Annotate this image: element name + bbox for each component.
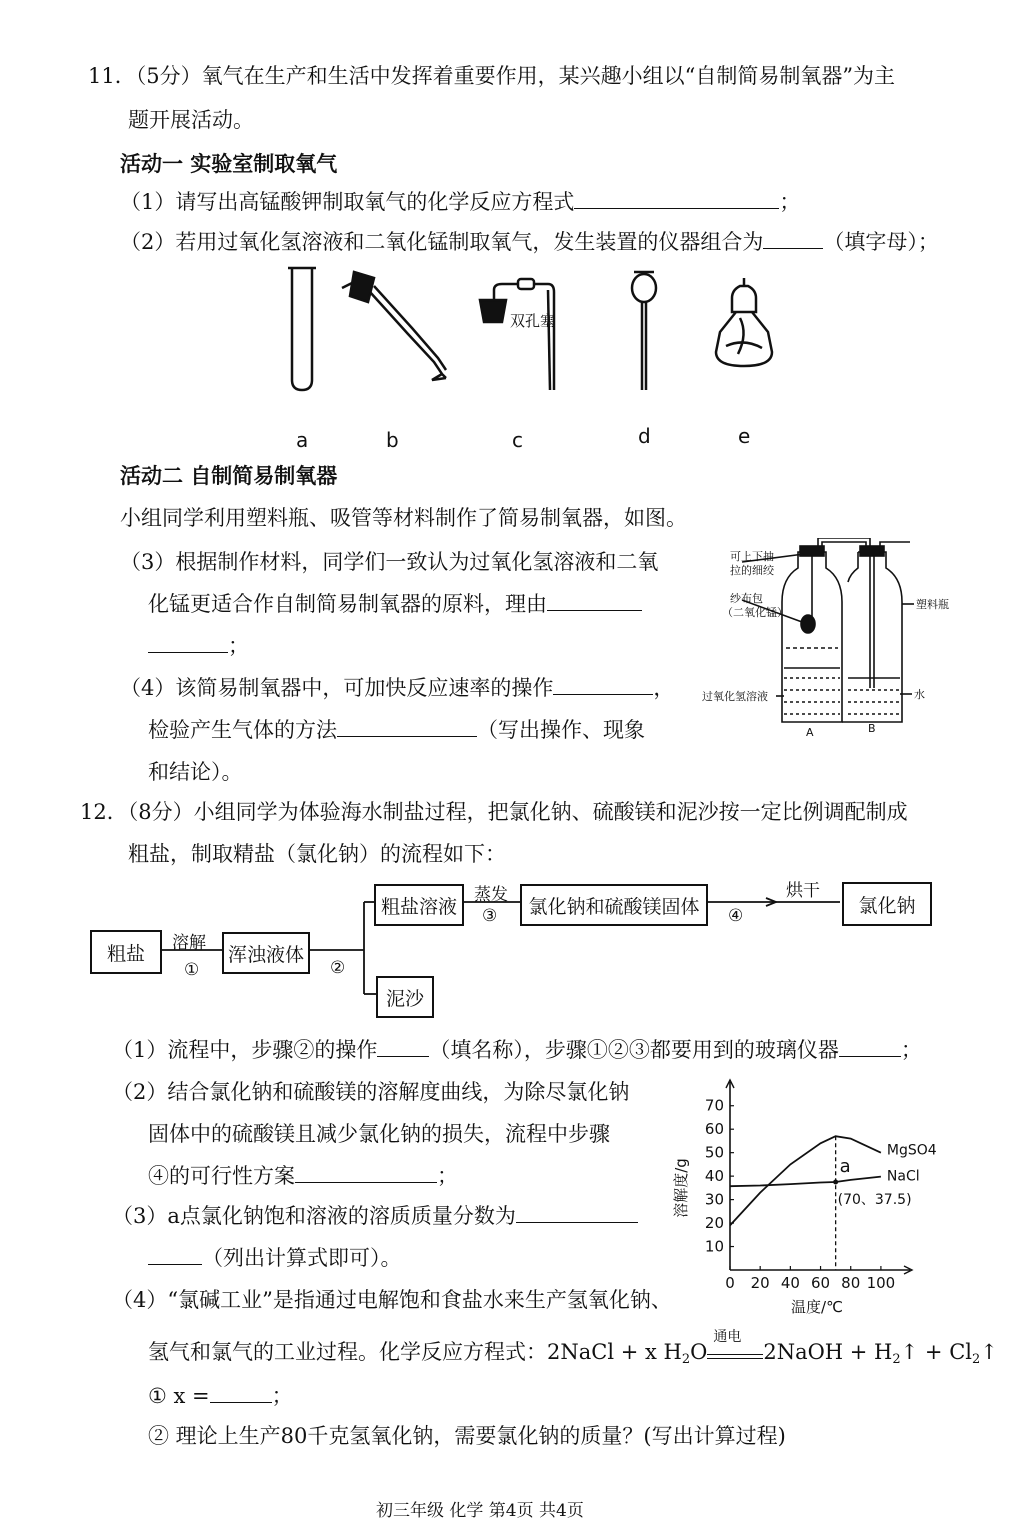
q12-part3-blank1[interactable]	[516, 1204, 638, 1223]
q12-part1-blank2[interactable]	[839, 1038, 901, 1057]
y-tick-label: 40	[704, 1167, 724, 1186]
apparatus-figure	[270, 262, 790, 412]
device-label-rope1: 可上下抽	[730, 550, 774, 563]
equation-rhs2-sub: 2	[971, 1352, 981, 1367]
test-tube-icon	[288, 268, 316, 390]
flow-box-sand: 泥沙	[376, 976, 434, 1018]
q11-part3-line1: （3）根据制作材料，同学们一致认为过氧化氢溶液和二氧	[120, 550, 659, 574]
series-line-nacl	[730, 1177, 881, 1187]
q11-part2-blank[interactable]	[763, 230, 823, 249]
equation-lhs: 2NaCl + x H	[547, 1340, 682, 1364]
q11-part1-text: （1）请写出高锰酸钾制取氧气的化学反应方程式	[120, 190, 575, 214]
equation-lhs-sub: 2	[681, 1352, 691, 1367]
q11-part4-end2: （写出操作、现象	[477, 718, 645, 742]
y-tick-label: 70	[704, 1096, 724, 1115]
q11-part4-line1	[120, 672, 674, 702]
q12-part4-sub1-text: ① x =	[148, 1384, 210, 1408]
x-tick-label: 0	[725, 1274, 735, 1292]
q11-part1	[120, 186, 800, 216]
q12-intro-line1: 12．（8分）小组同学为体验海水制盐过程，把氯化钠、硫酸镁和泥沙按一定比例调配制成	[80, 800, 908, 824]
apparatus-label-c: c	[512, 428, 523, 452]
equation	[547, 1329, 998, 1367]
y-tick-label: 10	[704, 1237, 724, 1256]
long-neck-funnel-icon	[632, 272, 656, 390]
q11-part2	[120, 226, 939, 256]
device-label-rope2: 拉的细绞	[730, 564, 774, 577]
flow-box-mixed-solid: 氯化钠和硫酸镁固体	[520, 884, 708, 926]
q12-part4-sub1-blank[interactable]	[210, 1384, 272, 1403]
two-hole-stopper-icon	[480, 279, 554, 390]
alcohol-lamp-icon	[716, 278, 772, 366]
q12-part2-line3	[148, 1160, 458, 1190]
device-label-water: 水	[914, 688, 925, 701]
q11-part4-line3: 和结论）。	[148, 760, 243, 784]
flow-label-dissolve: 溶解	[172, 933, 206, 953]
q11-intro-line1: 11．（5分）氧气在生产和生活中发挥着重要作用，某兴趣小组以“自制简易制氧器”为主	[88, 64, 896, 88]
device-label-b: B	[868, 722, 876, 735]
equation-lhs-o: O	[690, 1340, 708, 1364]
flow-box-turbid: 浑浊液体	[222, 932, 310, 974]
q12-part2-blank[interactable]	[295, 1164, 437, 1183]
flow-label-step3: ③	[482, 906, 498, 926]
q12-part4-line1: （4）“氯碱工业”是指通过电解饱和食盐水来生产氢氧化钠、	[112, 1288, 672, 1312]
flow-label-step4: ④	[728, 906, 744, 926]
solubility-chart	[660, 1070, 960, 1330]
apparatus-label-b: b	[386, 428, 399, 452]
point-a-label: a	[839, 1156, 851, 1177]
equation-rhs3: ↑	[980, 1340, 998, 1364]
q11-part4-blank1[interactable]	[553, 676, 653, 695]
x-tick-label: 20	[750, 1274, 770, 1292]
device-label-a: A	[806, 726, 814, 738]
y-axis-label: 溶解度/g	[672, 1158, 690, 1218]
stopper-tube-icon	[342, 272, 446, 380]
q12-part2-end: ；	[437, 1164, 458, 1188]
q12-part2-text3: ④的可行性方案	[148, 1164, 295, 1188]
flow-label-dry: 烘干	[786, 881, 820, 901]
x-tick-label: 40	[780, 1274, 800, 1292]
q12-part1	[112, 1034, 922, 1064]
q12-part4-text2: 氢气和氯气的工业过程。化学反应方程式：	[148, 1340, 547, 1364]
flow-label-step1: ①	[184, 960, 200, 980]
q11-part2-end: （填字母）；	[823, 230, 939, 254]
equation-arrow	[707, 1329, 763, 1359]
stopper-label: 双孔塞	[510, 312, 556, 330]
q11-part2-text: （2）若用过氧化氢溶液和二氧化锰制取氧气，发生装置的仪器组合为	[120, 230, 764, 254]
q11-part1-end: ；	[779, 190, 801, 214]
device-label-bottle: 塑料瓶	[916, 598, 949, 611]
q12-part3-line2	[148, 1242, 402, 1272]
q11-part4-end1: ，	[653, 676, 675, 700]
q11-part1-blank[interactable]	[574, 190, 779, 209]
q12-part4-line2	[148, 1329, 998, 1367]
device-label-bag1: 纱布包	[730, 592, 763, 605]
flow-label-evaporate: 蒸发	[474, 885, 508, 905]
device-label-h2o2: 过氧化氢溶液	[702, 690, 768, 703]
q11-part3-blank1[interactable]	[547, 592, 642, 611]
q12-part4-sub1-end: ；	[271, 1384, 293, 1408]
flow-box-crude-salt: 粗盐	[90, 930, 162, 974]
q11-part4-line2	[148, 714, 645, 744]
equation-rhs2: ↑ + Cl	[900, 1340, 972, 1364]
flow-box-nacl: 氯化钠	[842, 882, 932, 926]
q11-part3-end: ；	[228, 634, 249, 658]
q11-part3-line2	[148, 588, 642, 618]
q12-part4-sub1	[148, 1380, 293, 1410]
q12-intro-line2: 粗盐，制取精盐（氯化钠）的流程如下：	[128, 842, 506, 866]
q11-activity2-title: 活动二 自制简易制氧器	[120, 463, 338, 488]
q12-part1-blank1[interactable]	[377, 1038, 429, 1057]
q12-part3-text1: （3）a点氯化钠饱和溶液的溶质质量分数为	[112, 1204, 516, 1228]
q11-activity1-title: 活动一 实验室制取氧气	[120, 151, 338, 176]
x-tick-label: 100	[866, 1274, 896, 1292]
x-tick-label: 80	[841, 1274, 861, 1292]
apparatus-label-d: d	[638, 424, 651, 448]
q11-intro-line2: 题开展活动。	[128, 108, 254, 132]
y-tick-label: 20	[704, 1214, 724, 1233]
x-tick-label: 60	[810, 1274, 831, 1292]
flow-label-step2: ②	[330, 958, 346, 978]
q12-part2-line2: 固体中的硫酸镁且减少氯化钠的损失，流程中步骤	[148, 1122, 610, 1146]
q12-part3-line1	[112, 1200, 638, 1230]
equation-rhs1-sub: 2	[892, 1352, 901, 1367]
q12-part3-blank2[interactable]	[148, 1246, 202, 1265]
q12-part4-sub2: ② 理论上生产80千克氢氧化钠，需要氯化钠的质量？(写出计算过程)	[148, 1424, 786, 1448]
point-a	[833, 1180, 838, 1185]
series-label-nacl: NaCl	[886, 1168, 920, 1185]
oxygen-device-figure	[700, 538, 960, 738]
q11-part4-text2: 检验产生气体的方法	[148, 718, 337, 742]
page-footer: 初三年级 化学 第4页 共4页	[376, 1501, 584, 1521]
equation-rhs1: 2NaOH + H	[763, 1340, 893, 1364]
q12-part1-text-a: （1）流程中，步骤②的操作	[112, 1038, 378, 1062]
q12-part1-end: ；	[900, 1038, 922, 1062]
series-label-mgso4: MgSO4	[886, 1142, 937, 1159]
apparatus-label-e: e	[738, 424, 751, 448]
q12-part3-text2: （列出计算式即可）。	[202, 1246, 402, 1270]
q11-part3-text: 化锰更适合作自制简易制氧器的原料，理由	[148, 592, 547, 616]
y-tick-label: 30	[704, 1190, 724, 1209]
y-tick-label: 50	[704, 1143, 724, 1162]
apparatus-label-a: a	[296, 428, 309, 452]
flow-box-crude-solution: 粗盐溶液	[374, 884, 464, 926]
q11-part4-text1: （4）该简易制氧器中，可加快反应速率的操作	[120, 676, 554, 700]
q11-part4-blank2[interactable]	[337, 718, 477, 737]
equation-condition: 通电	[713, 1329, 742, 1345]
q11-part3-blank2[interactable]	[148, 634, 228, 653]
device-label-bag2: （二氧化锰）	[722, 606, 788, 619]
q11-part3-line3	[148, 630, 249, 660]
series-line-mgso4	[730, 1136, 881, 1225]
q12-part2-line1: （2）结合氯化钠和硫酸镁的溶解度曲线，为除尽氯化钠	[112, 1080, 630, 1104]
q11-activity2-desc: 小组同学利用塑料瓶、吸管等材料制作了简易制氧器，如图。	[120, 506, 687, 530]
q12-part1-text-b: （填名称），步骤①②③都要用到的玻璃仪器	[429, 1038, 839, 1062]
y-tick-label: 60	[704, 1120, 724, 1139]
x-axis-label: 温度/℃	[791, 1298, 843, 1316]
point-a-coord: (70、37.5)	[837, 1192, 912, 1208]
